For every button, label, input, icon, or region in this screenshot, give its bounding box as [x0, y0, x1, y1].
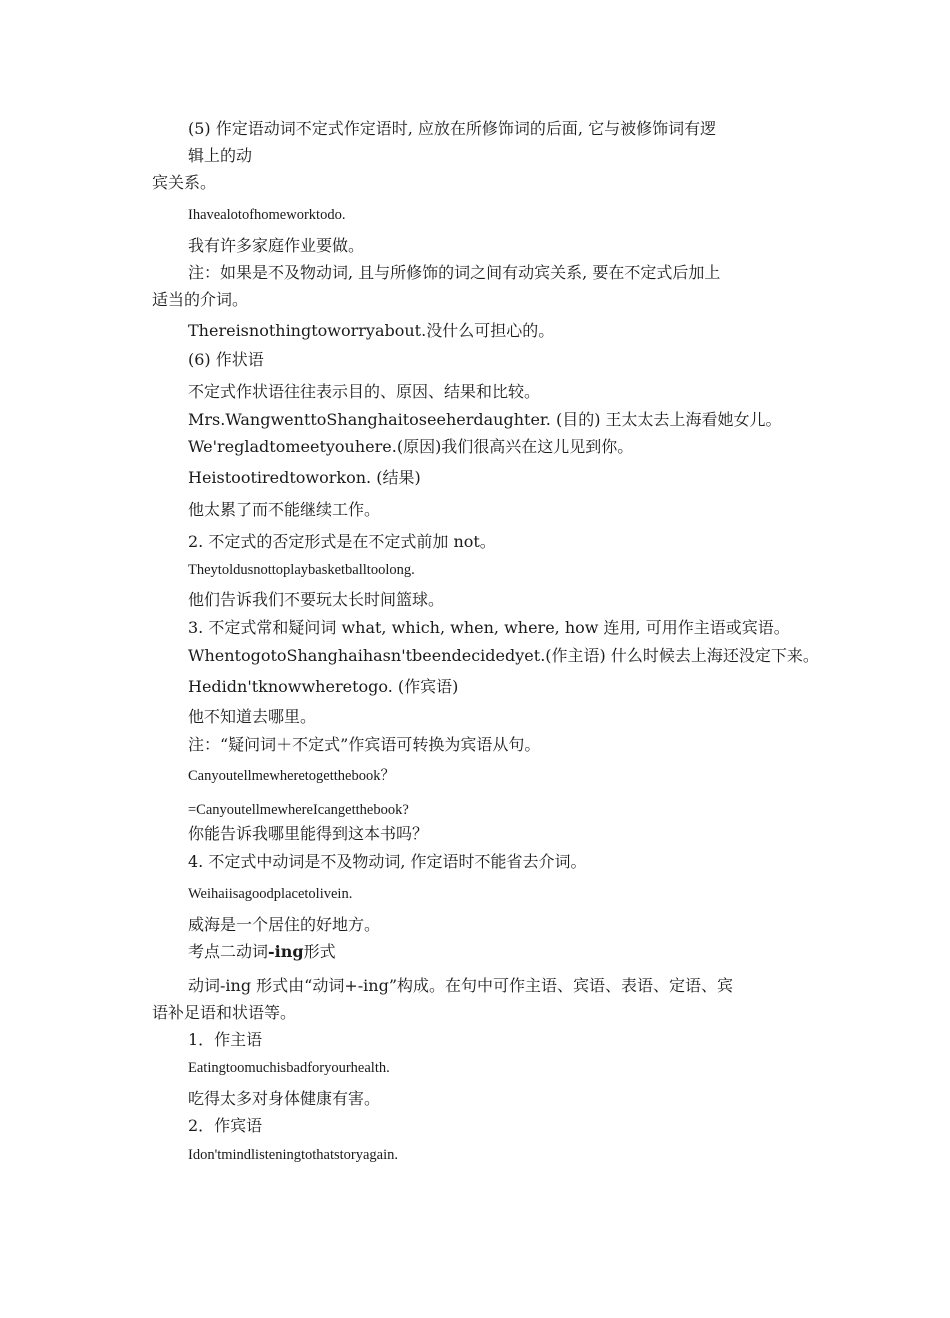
text-line: (5) 作定语动词不定式作定语时, 应放在所修饰词的后面, 它与被修饰词有逻 [188, 119, 717, 138]
text-line: 语补足语和状语等。 [152, 1003, 297, 1022]
section-heading [188, 942, 336, 962]
text-line: Weihaiisagoodplacetolivein. [188, 886, 353, 902]
text-line: 我有许多家庭作业要做。 [188, 236, 365, 255]
text-line: Ihavealotofhomeworktodo. [188, 207, 346, 223]
text-line: 注：如果是不及物动词, 且与所修饰的词之间有动宾关系, 要在不定式后加上 [188, 263, 721, 282]
text-line: 他不知道去哪里。 [188, 707, 317, 726]
text-line: Idon'tmindlisteningtothatstoryagain. [188, 1147, 399, 1163]
text-line: Theytoldusnottoplaybasketballtoolong. [188, 562, 415, 578]
text-line: 不定式作状语往往表示目的、原因、结果和比较。 [188, 382, 541, 401]
text-line: WhentogotoShanghaihasn'tbeendecidedyet.(作主语) 什么时候去上海还没定下来。 [188, 646, 819, 665]
text-line: 2．作宾语 [188, 1116, 263, 1135]
heading-part: 形式 [303, 942, 336, 961]
text-line: Mrs.WangwenttoShanghaitoseeherdaughter. (目的) 王太太去上海看她女儿。 [188, 410, 782, 429]
text-line: 动词-ing 形式由“动词+-ing”构成。在句中可作主语、宾语、表语、定语、宾 [188, 976, 733, 995]
text-line: Heistootiredtoworkon. (结果) [188, 468, 421, 487]
text-line: 适当的介词。 [152, 290, 249, 309]
text-line: Hedidn'tknowwheretogo. (作宾语) [188, 677, 459, 696]
text-line: 威海是一个居住的好地方。 [188, 915, 381, 934]
text-line: 4. 不定式中动词是不及物动词, 作定语时不能省去介词。 [188, 852, 587, 871]
text-line: 他们告诉我们不要玩太长时间篮球。 [188, 590, 445, 609]
text-line: 宾关系。 [152, 173, 217, 192]
text-line: =CanyoutellmewhereIcangetthebook? [188, 802, 409, 818]
text-line: 1．作主语 [188, 1030, 263, 1049]
text-line: Thereisnothingtoworryabout.没什么可担心的。 [188, 321, 555, 340]
text-line: (6) 作状语 [188, 350, 264, 369]
heading-part: 考点二动词 [188, 942, 269, 961]
text-line: 辑上的动 [188, 146, 253, 165]
heading-bold-part: -ing [268, 942, 304, 961]
text-line: 他太累了而不能继续工作。 [188, 500, 381, 519]
text-line: Eatingtoomuchisbadforyourhealth. [188, 1060, 390, 1076]
text-line: 吃得太多对身体健康有害。 [188, 1089, 381, 1108]
text-line: 2. 不定式的否定形式是在不定式前加 not。 [188, 532, 496, 551]
text-line: We'regladtomeetyouhere.(原因)我们很高兴在这儿见到你。 [188, 437, 634, 456]
text-line: 你能告诉我哪里能得到这本书吗？ [188, 824, 429, 843]
text-line: 3. 不定式常和疑问词 what, which, when, where, how 连用, 可用作主语或宾语。 [188, 618, 790, 637]
text-line: Canyoutellmewheretogetthebook？ [188, 768, 395, 784]
text-line: 注：“疑问词＋不定式”作宾语可转换为宾语从句。 [188, 735, 541, 754]
